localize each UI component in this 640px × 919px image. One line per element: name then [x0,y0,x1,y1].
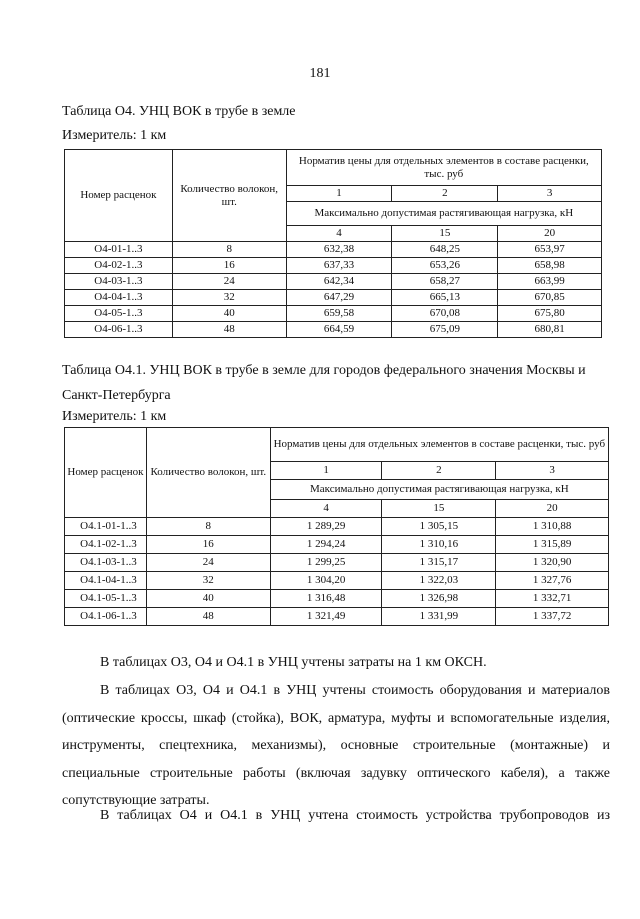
cell-fibers: 16 [146,536,270,554]
cell-code: О4-05-1..3 [65,306,173,322]
header-code: Номер расценок [65,428,147,518]
header-norm: Норматив цены для отдельных элементов в составе расценки, тыс. руб [286,150,601,186]
cell-value: 1 321,49 [270,608,382,626]
cell-fibers: 40 [146,590,270,608]
cell-value: 1 305,15 [382,518,496,536]
header-num: 3 [496,462,609,480]
cell-code: О4-03-1..3 [65,274,173,290]
cell-fibers: 8 [172,242,286,258]
header-num: 3 [498,186,602,202]
table-row [65,554,609,572]
cell-value: 680,81 [498,322,602,338]
cell-code: О4-02-1..3 [65,258,173,274]
cell-fibers: 32 [172,290,286,306]
page-number: 181 [309,66,331,81]
cell-value: 642,34 [286,274,392,290]
cell-value: 1 299,25 [270,554,382,572]
cell-fibers: 48 [146,608,270,626]
cell-code: О4.1-05-1..3 [65,590,147,608]
cell-code: О4.1-04-1..3 [65,572,147,590]
cell-value: 647,29 [286,290,392,306]
paragraph [62,677,610,815]
cell-value: 1 304,20 [270,572,382,590]
header-fibers: Количество волокон, шт. [146,428,270,518]
cell-value: 648,25 [392,242,498,258]
cell-fibers: 40 [172,306,286,322]
cell-value: 1 337,72 [496,608,609,626]
cell-fibers: 16 [172,258,286,274]
cell-fibers: 24 [172,274,286,290]
header-load-value: 15 [382,500,496,518]
cell-value: 675,80 [498,306,602,322]
cell-value: 1 294,24 [270,536,382,554]
header-num: 1 [270,462,382,480]
cell-value: 637,33 [286,258,392,274]
header-load-value: 15 [392,226,498,242]
table-row [65,274,602,290]
cell-value: 1 310,88 [496,518,609,536]
cell-code: О4.1-02-1..3 [65,536,147,554]
table-row [65,290,602,306]
table-row [65,590,609,608]
header-load: Максимально допустимая растягивающая нагрузка, кН [270,480,608,500]
table-o4-1 [64,427,609,626]
cell-value: 1 320,90 [496,554,609,572]
table-row [65,572,609,590]
cell-value: 675,09 [392,322,498,338]
header-load-value: 4 [270,500,382,518]
table1-caption: Таблица О4. УНЦ ВОК в трубе в земле [62,104,296,119]
cell-value: 1 326,98 [382,590,496,608]
cell-fibers: 48 [172,322,286,338]
cell-value: 1 331,99 [382,608,496,626]
table-row [65,306,602,322]
cell-fibers: 24 [146,554,270,572]
cell-code: О4-04-1..3 [65,290,173,306]
header-num: 2 [382,462,496,480]
cell-value: 632,38 [286,242,392,258]
header-fibers: Количество волокон, шт. [172,150,286,242]
cell-code: О4.1-03-1..3 [65,554,147,572]
header-load: Максимально допустимая растягивающая нагрузка, кН [286,202,601,226]
cell-fibers: 8 [146,518,270,536]
paragraph-text: В таблицах О3, О4 и О4.1 в УНЦ учтены стоимость оборудования и материалов (оптические кроссы, шкаф (стойка), ВОК, арматура, муфты и вспомогательные изделия, инструменты, спецтехника, механизмы), основные строительные (монтажные) и специальные строительные работы (включая задувку оптического кабеля), а также сопутствующие затраты. [62,683,610,808]
table-o4 [64,149,602,338]
table-row [65,242,602,258]
cell-value: 653,97 [498,242,602,258]
table2-unit: Измеритель: 1 км [62,409,167,424]
header-num: 2 [392,186,498,202]
header-load-value: 4 [286,226,392,242]
cell-code: О4-01-1..3 [65,242,173,258]
paragraph-text: В таблицах О4 и О4.1 в УНЦ учтена стоимость устройства трубопроводов из [100,808,610,823]
table-row [65,258,602,274]
cell-code: О4.1-01-1..3 [65,518,147,536]
table-row [65,608,609,626]
cell-value: 670,08 [392,306,498,322]
paragraph-text: В таблицах О3, О4 и О4.1 в УНЦ учтены затраты на 1 км ОКСН. [100,655,487,670]
header-code: Номер расценок [65,150,173,242]
table-row [65,518,609,536]
cell-value: 659,58 [286,306,392,322]
cell-fibers: 32 [146,572,270,590]
cell-code: О4.1-06-1..3 [65,608,147,626]
header-load-value: 20 [498,226,602,242]
cell-value: 663,99 [498,274,602,290]
cell-value: 1 322,03 [382,572,496,590]
cell-value: 1 332,71 [496,590,609,608]
table2-caption: Таблица О4.1. УНЦ ВОК в трубе в земле для городов федерального значения Москвы и Санкт-Петербурга [62,363,586,403]
cell-code: О4-06-1..3 [65,322,173,338]
header-norm: Норматив цены для отдельных элементов в составе расценки, тыс. руб [270,428,608,462]
cell-value: 1 315,89 [496,536,609,554]
cell-value: 665,13 [392,290,498,306]
header-load-value: 20 [496,500,609,518]
cell-value: 658,98 [498,258,602,274]
cell-value: 658,27 [392,274,498,290]
header-num: 1 [286,186,392,202]
paragraph [62,802,610,830]
cell-value: 1 315,17 [382,554,496,572]
paragraph [62,649,610,677]
cell-value: 670,85 [498,290,602,306]
cell-value: 653,26 [392,258,498,274]
cell-value: 1 289,29 [270,518,382,536]
cell-value: 1 310,16 [382,536,496,554]
table1-unit: Измеритель: 1 км [62,128,167,143]
table-row [65,536,609,554]
table-row [65,322,602,338]
cell-value: 664,59 [286,322,392,338]
cell-value: 1 327,76 [496,572,609,590]
cell-value: 1 316,48 [270,590,382,608]
